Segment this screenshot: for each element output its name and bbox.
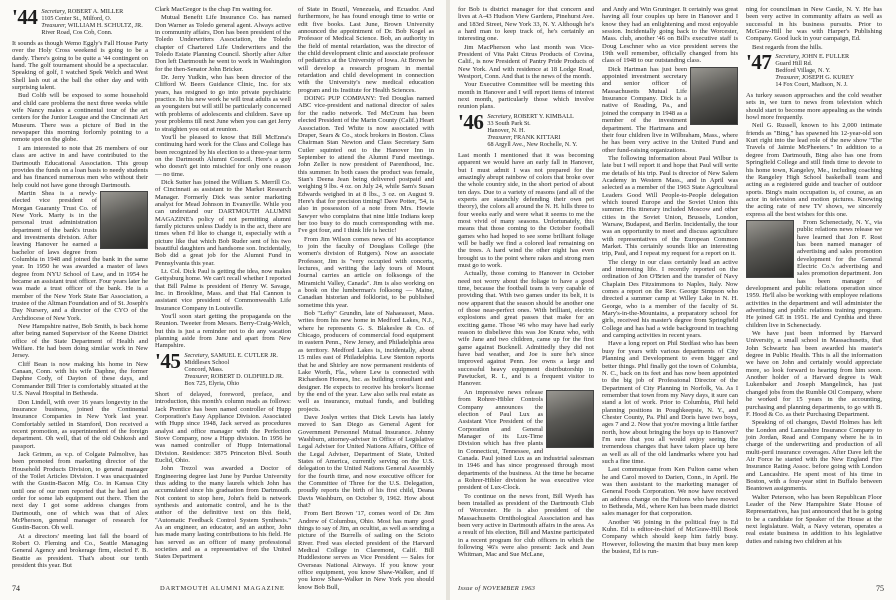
paragraph: Cliff Bean is now making his home in New Canaan, Conn. with his wife Daphne, the former Daphne Cody, of Dayton of these days, and Commander Bill Trier is comfortably situated at the U.S. Naval Hospital in Bethesda.: [12, 360, 148, 398]
portrait-photo: [100, 191, 148, 249]
treasurer-label: Treasurer,: [775, 74, 801, 82]
paragraph: and Andy and Win Gruninger. It certainly was great having all four couples up here in Hanover and I know they had an enlightening and most enjoyable session. Incidentally going back to the Worcester, Mass. club, another '46 on Bill's executive staff is Doug Leschner who as vice president serves the 19th well remember, officially changed from his class of 1948 to our outstanding class.: [602, 6, 738, 65]
paragraph: From Bert Brown '17, comes word of Dr. Jim Andrew of Columbus, Ohio. Most has many good things to say of Jim, an ocultist, as well as sending a picture of the Burrells of sailing on the Scioto River. Fred was elected president of the Harvard Medical College in Claremont, Calif. Bill Huddlestone serves as Vice President — Sales for Overseas National Airways. If you know your office equipment, you know Shaw-Walker, and if you know Shaw-Walker in New York you should know Bob Bull,: [298, 510, 434, 591]
page-number: 74: [12, 584, 20, 593]
paragraph: It sounds as though Wemo Eggly's Fall House Party over the Holy Cross weekend is going to be a dandy. There's going to be quite a '44 contingent on hand. The golf tournament should be a spectacular. Speaking of golf, I watched Spek Welch and West Shell lash out at the ball the other day and with surprising talent.: [12, 40, 148, 92]
treasurer-name: WILLIAM H. SCHULTZ, JR.: [67, 22, 143, 29]
paragraph: You'll soon start getting the propaganda on the Reunion. Tweeter from Messrs. Berry-Craig-Welch, but this is just a reminder not to do any vacation planning aside from June and apart from New Hampshire.: [155, 313, 291, 350]
paragraph: Speaking of oil changes, David Holmes has left the London and Lancashire Insurance Company to join Jordan, Read and Company where he is in charge of the underwriting and production of all multi-peril insurance coverages. After Dave left the Air Force he started with the New England Fire Insurance Rating Assoc. before going with London and Lancashire. He spent most of his time in Boston, with a four-year stint in Buffalo between Beantown assignments.: [746, 419, 882, 493]
secretary-name: JOHN E. FULLER: [801, 53, 850, 61]
paragraph: Lt. Col. Dick Paul is getting the idea, now makes Gettysburg home. We can't recall whether I reported that Bill Palme is president of Henry W. Savage, Inc. in Brookline, Mass. and that Hal Cannon is assistant vice president of Commonwealth Life Insurance Company in Louisville.: [155, 268, 291, 312]
secretary-address: Guard Hill Rd.: [775, 60, 813, 68]
paragraph: Don Lindell, with over 16 years longevity in the insurance business, joined the Continental Insurance Companies in New York last year. Comfortably settled in Stamford, Don received a recent promotion, as superintendent of the foreign department. Oh well, that of the old Oshkosh and passport.: [12, 398, 148, 450]
portrait-photo: [546, 390, 594, 448]
paragraph: Another '46 joining in the political fray is Ed Kuhn. Ed is editor-in-chief of McGraw-Hill Book Company which should keep him fairly busy. However, following the maxim that busy men keep the busiest, Ed is run-: [602, 518, 738, 556]
paragraph: ning for councilman in New Castle, N. Y. He has been very active in community affairs as well as successful in his business pursuits. Prior to McGraw-Hill he was with Harper's Publishing Company. Good luck in your campaign, Ed.: [746, 6, 882, 43]
secretary-name: ROBERT Y. KIMBALL: [513, 112, 574, 120]
paragraph: Bud Colib will be exposed to some household and child care problems the next three weeks while wife Nancy makes a continental tour of the art centers for the Junior League and the Cincinnati Art Museum. There was a picture of Bud in the newspaper this morning forlornly pointing to a remote spot on the globe.: [12, 92, 148, 144]
paragraph: Short of delayed, foreword, preface, and introduction, this month's column reads as follows: Jack Prentice has been named controller of Hupp Corporation's Easy Appliance Division. Associated with Hupp since 1948, Jack served as procedures analyst and office manager with the Perfection Stove Company, now a Hupp division. In 1956 he was named controller of Hupp International Division. Residence: 3875 Princeton Blvd. South Euclid, Ohio.: [155, 390, 291, 464]
paragraph: John Trezol was awarded a Doctor of Engineering degree last June by Purdue University thus adding to the many laurels which John has accumulated since his graduation from Dartmouth. Not content to stop here, John's field is network synthesis and automatic control, and he is the author of the definitive text on this field, "Automatic Feedback Control System Synthesis." As an engineer, an educator, and an author, John has made many lasting contributions to his field. He has served as an officer of many professional societies and as a representative of the United States Department: [155, 465, 291, 561]
paragraph: for Bob is district manager for that concern and lives at A-43 Hudson View Gardens, Pinehurst Ave. and 183rd Street, New York 33, N. Y. Although he's a hard man to keep track of, he's certainly an interesting one.: [458, 6, 594, 43]
class-year: '47: [746, 50, 772, 75]
paragraph: We have just been informed by Harvard University, a small school in Massachusetts, that John Schwartz has been awarded his master's degree in Public Health. This is all the information we have on John and certainly would appreciate more, so look forward to hearing from him soon. Another holder of a Harvard degree is Walt Lukenbaker and Joseph Mangelinck, has just changed jobs from the Rumble Oil Company, where he worked for 15 years in the accounting, purchasing and planning departments, to go with B. F. Hood & Co. as their Purchasing Department.: [746, 330, 882, 418]
secretary-address: Middlesex School: [184, 358, 230, 366]
page-number: 75: [876, 584, 884, 593]
secretary-name: SAMUEL E. CUTLER JR.: [210, 351, 278, 359]
paragraph: Your Executive Committee will be meeting this month in Hanover and I will report items of interest next month, particularly those which involve reunion plans.: [458, 81, 594, 111]
treasurer-label: Treasurer,: [41, 22, 67, 29]
right-column-3: [746, 6, 882, 574]
portrait-photo: [690, 67, 738, 125]
secretary-label: Secretary,: [41, 8, 67, 15]
class-46-officers: [487, 113, 577, 148]
treasurer-name: FRANK KITTARI: [513, 133, 561, 141]
treasurer-label: Treasurer,: [184, 372, 210, 380]
paragraph: Clark MacGregor is the chap I'm waiting for.: [155, 6, 273, 13]
paragraph: Bob "Lefty" Grundin, late of Nahaeasset, Mass. writes from his new home in Medford Lakes, N.J., where he represents G. S. Blakeslee & Co. of Chicago, producers of commercial food equipment in eastern Penn., New Jersey, and Philadelphia area as territory. Medford Lakes is, incidentally, about 15 miles east of Philadelphia. Lew Stenton reports that he and Shirley are now permanent residents of Lake Worth, Fla., where Lew is connected with Richardson Homes, Inc. as building consultant and designer. He expects to receive his broker's license by the end of the year. Lew also sells real estate as well as insurance, mutual funds, and building projects.: [298, 310, 434, 413]
class-year: '46: [458, 109, 484, 134]
secretary-label: Secretary,: [184, 351, 210, 359]
paragraph: I am interested to note that 26 members of our class are active in and have contributed to the Dartmouth Educational Association. This group provides the funds on a loan basis to needy students and has financed numerous men who without their help could not have gone through Dartmouth.: [12, 144, 148, 189]
paragraph: Last month I mentioned that it was becoming apparent we would have an early fall in Hanover, but I must admit I was not prepared for the amazingly abrupt rainbow of colors that broke over the whole country side, in the short period of about ten days. Due to a variety of reasons (and all of the experts are staunchly defending their own pet theory), the colors all around the N. H. hills three to four weeks early and were what it seems to me the most vivid of many seasons. Unfortunately, this means that those coming to the October football games who had hoped to see some brilliant foliage will be badly we find a colored leaf remaining on the trees. A hard wind the other night has even brought us to the point where rakes and strong men must go to work.: [458, 151, 594, 269]
right-page: [450, 0, 896, 600]
class-44-header: [12, 5, 148, 36]
portrait-photo: [746, 220, 794, 278]
paragraph: Mutual Benefit Life Insurance Co. has named Don Warner as Toledo general agent. Always active in community affairs, Don has been president of the Toledo Underwriters Association, the Toledo chapter of Chartered Life Underwriters and the Toledo Estate Planning Council. Shortly after After Don left Dartmouth he went to work in Washington for the then-Senator John Bricker.: [155, 14, 291, 73]
treasurer-name: JOSEPH G. KUREY: [801, 74, 855, 82]
left-column-2: [155, 6, 291, 574]
paragraph: The clergy in our class certainly lead an active and interesting life. I recently reported on the ordination of Jon O'Brien and the transfer of Navy Chaplain Des Fitzsimmons to Naples, Italy. Now comes a report on the Rev. George Simpson who directed a summer camp at Willey Lake in N. H. George, who is a member of the faculty of St. Mary's-in-the-Mountains, a preparatory school for girls, received his master's degree from Springfield College and has had a wide background in teaching and camping activities in recent years.: [602, 258, 738, 340]
right-column-1: [458, 6, 594, 574]
paragraph: At a directors' meeting last fall the board of Robert O. Fleming and Co., Seattle Managing General Agency and brokerage firm, elected F. B. Beattie as president. That's about our tenth president this year. But: [12, 532, 148, 570]
paragraph: From Jim Wilson comes news of his acceptance to join the faculty of Douglass College (the women's division of Rutgers). Now an associate Professor, Jim is "very occupied with concerts, lectures, and writing the lady tours of Mount Journal carries an article on folksongs of the Miramichi Valley, Canada". Jim is also working on a book on the lumberman's folksong — Maine, Canadian historian and folklorist, to be published sometime this year.: [298, 235, 434, 309]
secretary-address: Bedford Village, N. Y.: [775, 67, 831, 75]
paragraph: Last communique from Ken Fulton came when he and Carol moved to Darien, Conn., in April. He was then assistant to the marketing manager of General Foods Corporation. We now have received an address change on the Fultons who have moved to Bethesda, Md., where Ken has been made district sales manager for that corporation.: [602, 466, 738, 518]
class-45-header: [155, 348, 291, 387]
class-year: '45: [155, 348, 181, 373]
paragraph: Actually, those coming to Hanover in October need not worry about the foliage to have a good time, because the football team is very capable of providing that. With two games under its belt, it is now apparent that the season should be another one of those near-perfect ones. With brilliant, electric explosions and great passes that make for an exciting game. Those '46 who may have had early reason to disbelieve this was Joe Kranz who, with wife Jane and two children, came up for the first game against Bucknell. Admittedly they did not have bad weather, and Joe is sure he's since improved against Penn. Joe owns a large and successful heavy equipment distributorship in Pawtucket, R. I., and is a frequent visitor to Hanover.: [458, 270, 594, 388]
paragraph: Neil G. Russell, known to his 2,000 intimate friends as "Bing," has spawned his 12-year-old son Kurt right into the lead role of the new show "The Travels of Jaimie McPheeters." In addition to a degree from Dartmouth, Bing also has one from Springfield College and still finds time to devote to his home town, Kangeley, Me., including coaching the Rangeley High School basketball team and acting as a registered guide and teacher of outdoor sports. Bing's main occupation is, of course, as an actor in television and motion pictures. Knowing the acting rate of new TV shows, we sincerely express all the best wishes for this one.: [746, 122, 882, 218]
paragraph: Dick Sutter has joined the William S. Merrill Co. of Cincinnati as assistant to the Market Research Manager. Formerly Dick was senior marketing analyst for Mead Johnson in Evansville. While you can understand our DARTMOUTH ALUMNI MAGAZINE's policy of not permitting alumni family pictures unless Daddy is in the act, there are times when I'd like to change it, especially with a picture like that which Bob Ruder sent of his two beautiful daughters and handsome son. Incidentally, Bob did a great job for the Alumni Fund in Pennsylvania this year.: [155, 178, 291, 267]
paragraph: As turkey season approaches and the cold weather sets in, we turn to news from television which should start to become more appealing as the winds howl more frequently.: [746, 92, 882, 122]
class-44-officers: [41, 8, 142, 36]
paragraph: Best regards from the hills.: [752, 43, 823, 51]
class-45-officers: [184, 352, 283, 387]
paragraph: New Hampshire native, Bob Smith, is back home after being named Supervisor of the Keene District office of the State Department of Health and Welfare. He had been doing similar work in New Jersey.: [12, 323, 148, 360]
paragraph: To continue on the news front, Bill Wyeth has been installed as president of the Dartmouth Club of Worcester. He is also president of the Massachusetts Ornithological Association and has been very active in Dartmouth affairs in the area. As a result of his election, Bill and Maxine participated in a recent program for club officers in which the following '46's were also present: Jack and Jean Whitman, Mac and Sue McLane,: [458, 492, 594, 559]
class-year: '44: [12, 5, 38, 29]
paragraph: You'll be pleased to know that Bill McEnna's continuing hard work for the Class and College has been recognized by his election to a three-year term on the Dartmouth Alumni Council. Here's a guy who doesn't get into mischief for only one reason — no time.: [155, 133, 291, 178]
secretary-address: Hanover, N. H.: [487, 126, 526, 134]
paragraph: The following information about Paul Wilbur is late but I will report it and hope that Paul will write me details of his trip. Paul is director of New Salem Academy in Western Mass., and in April was selected as a member of the 1963 State Agricultural Leaders Good Will People-to-People delegation which toured Europe and the Soviet Union this summer. His itinerary included Moscow and other cities in the Soviet Union, Brussels, London, Warsaw, Budapest, and Berlin. Incidentally, the tour was an opportunity to meet and discuss agriculture with representatives of the European Common Market. This certainly sounds like an interesting trip, Paul, and I repeat my request for a report on it.: [602, 154, 738, 258]
right-column-2: [602, 6, 738, 574]
left-column-3: [298, 6, 434, 591]
paragraph: of State in Brazil, Venezuela, and Ecuador. And furthermore, he has found enough time to write or edit five books. Last June, Brown University announced the appointment of Dr. Bob Kogel as Professor of Medical Science. Bob, an authority in the field of mental retardation, was the director of the child development clinic and associate professor of pediatrics at the University of Iowa. At Brown he will develop a research program in mental retardation and child development in connection with the University's new medical education program and its Institute for Health Sciences.: [298, 6, 434, 94]
secretary-address: 1105 Center St., Milford, O.: [41, 15, 112, 22]
paragraph: An impressive news release from Rohrer-Hibler Controls Company announces the election of Paul Lux as Assistant Vice President of the Corporation and General Manager of its Lux-Time Division which has five plants in Connecticut, Tennessee, and Canada. Paul joined Lux as an industrial salesman in 1946 and has since progressed through most departments of the business. At the time he became a Rohrer-Hibler division he was executive vice president of Lux-Clock.: [458, 388, 594, 492]
class-46-header: [458, 109, 594, 148]
treasurer-address: 68 Argyll Ave., New Rochelle, N. Y.: [487, 140, 578, 148]
treasurer-name: ROBERT D. OLDFIELD JR.: [210, 372, 284, 380]
paragraph: Walter Peterson, who has been Republican Floor Leader of the New Hampshire State House of Representatives, has just announced that he is going to be a candidate for Speaker of the House at the next legislature. Walt, a Navy veteran, operates a real estate business in addition to his legislative duties and raising two children at his: [746, 493, 882, 545]
paragraph: Martin Shea is a newly-elected vice president of Morgan Guaranty Trust Co. of New York. Marty is in the personal trust administration department of the bank's trusts and investments division. After leaving Hanover he earned a bachelor of laws degree from Columbia in 1948 and joined the bank in the same year. In 1950 he was awarded a master of laws degree from NYU School of Law, and in 1954 he became an assistant trust officer. Four years later he was made a trust officer of the bank. He is a member of the New York State Bar Association, a trustee of the Altman Foundation and of St. Joseph's Day Nursery, and a director of the CYO of the Archdiocese of New York.: [12, 189, 148, 322]
paragraph: DOING PUP COMPANY: Ted Douglas named ABC vice-president and national director of sales for the radio network. Ted McCrum has been elected President of the Marin County (Calif.) Heart Association. Ted White is now associated with Draper, Sears & Co., stock brokers in Boston. Class Chairman Stan Newton and Class Secretary Sam Cutler squinted out to the Hanover Inn in September to attend the Alumni Fund meetings. John Zeller is now president of Parenthood, Inc. this summer. In both cases the product was female, Stan's Deena Jean being delivered postpaid and weighing 9 lbs. 4 oz. on July 24, while Sam's Susan Edwards weighed in at 8 lbs., 3 oz. on August 9. Here's that for precision timing! Dave Potter, '54, is also in possession of a note from Mrs. Howie Sawyer who complains that nine little Indians keep her too busy to do much corresponding with me. I've got four, and I think life is hectic!: [298, 95, 434, 235]
paragraph: Jack Grimm, as v.p. of Colgate Palmolive, has been promoted from marketing director of the Household Products Division, to general manager of the Toilet Articles Division. I was unacquainted with the Gustin-Bacon Mfg. Co. in Kansas City until one of our men reported that he had lent an order for some lab equipment out there. Then the next day I got some address changes from Dartmouth, one of which was that of Alex McPherson, general manager of research for Gustin-Bacon. Oh well.: [12, 450, 148, 532]
treasurer-label: Treasurer,: [487, 133, 513, 141]
paragraph: Jim MacPherson who last month was Vice-President of Vita Pakt Citrus Products of Covina, Calif., is now President of Pantry Pride Products of New York. And with residence at 18 Lodge Road, Westport, Conn. And that is the news of the month.: [458, 43, 594, 81]
paragraph: Dave Joslyn writes that Dick Lewis has lately moved to San Diego as General Agent for Government Personnel Mutual Insurance. Johnny Washburn, attorney-adviser in Office of Legislative Legal Adviser for United Nations Affairs, Office of the Legal Adviser, Department of State, United States of America, currently serving on the U.S. delegation to the United Nations General Assembly for the fourth time, and now executive officer for the Committee of Three for the U.S. Delegation, proudly reports the birth of his first child, Deana Davis Washburn, on October 9, 1962. How about that?: [298, 413, 434, 510]
secretary-label: Secretary,: [775, 53, 801, 61]
secretary-label: Secretary,: [487, 112, 513, 120]
magazine-title: DARTMOUTH ALUMNI MAGAZINE: [160, 585, 285, 592]
paragraph: Dr. Jerry Yudkin, who has been director of the Clifford W. Beers Guidance Clinic, Inc. for six years, has resigned to go into private psychiatric practice. In his new work he will treat adults as well as youngsters but will still be particularly concerned with problems of adolescents and children. Save up your problems till next June when you can get Jerry to straighten you out at reunion.: [155, 74, 291, 133]
paragraph: From Schenectady, N. Y., via public relations news release we have learned that Jon F. Rost has been named manager of advertising and sales promotion development for the General Electric Co.'s advertising and sales promotion department. Jon has been manager of development and public relations operation since 1959. He'll also be working with employee relations activities in the department and will administer the advertising and public relations training program. He joined GE in 1951. He and Cynthia and three children live in Schenectady.: [746, 218, 882, 329]
issue-date: Issue of NOVEMBER 1963: [458, 585, 536, 592]
left-column-1: [12, 6, 148, 574]
treasurer-address: 14 Fox Court, Madison, N. J.: [775, 81, 848, 89]
paragraph: Dick Hartman has just been appointed investment secretary and senior officer of Massachusetts Mutual Life Insurance Company. Dick is a native of Reading, Pa., and joined the company in 1948 as a member of the investment department. The Hartmans and their four children live in Wilbraham, Mass., where he has been very active in the United Fund and other fund-raising organizations.: [602, 65, 738, 154]
secretary-name: ROBERT A. MILLER: [67, 8, 124, 15]
class-47-officers: [775, 53, 854, 88]
class-47-header: [746, 50, 882, 89]
left-page: [0, 0, 446, 600]
secretary-address: Concord, Mass.: [184, 365, 224, 373]
secretary-address: 33 South Park St.: [487, 119, 531, 127]
treasurer-address: Box 725, Elyria, Ohio: [184, 379, 240, 387]
paragraph: Have a long report on Phil Stedfast who has been busy for years with various departments of City Planning and Development to even bigger and better things. Phil finally got the town of Columbia, N. C., back on its feet and has now been appointed to the big job of Professional Director of the Department of City Planning in Norfolk, Va. As I remember that town from my Navy days, it sure can stand a lot of work. Prior to Columbia, Phil held planning positions in Poughkeepsie, N. Y., and Chester County, Pa. Phil and Doris have two boys, ages 7 and 2. Now that you're moving a little farther north, how about bringing the boys up to Hanover? I'm sure that you all would enjoy seeing the tremendous changes that have taken place up here as well as all of the old landmarks where you had such a fine time.: [602, 340, 738, 465]
treasurer-address: River Road, Cos Cob, Conn.: [41, 29, 113, 36]
